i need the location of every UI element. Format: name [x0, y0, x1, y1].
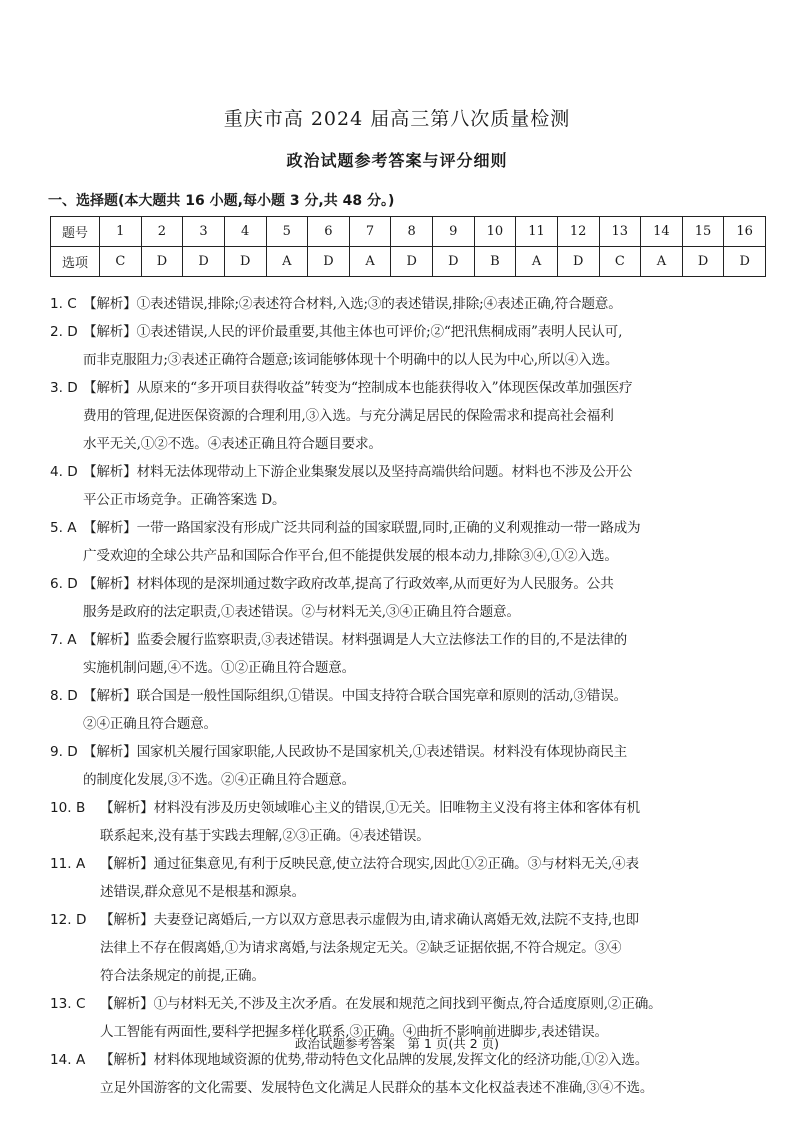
question-number-cell: 10	[474, 217, 516, 247]
explanation-text: 立足外国游客的文化需要、发展特色文化满足人民群众的基本文化权益表述不准确,③④不选。	[100, 1080, 654, 1096]
answer-cell: D	[557, 247, 599, 277]
question-number-cell: 1	[100, 217, 142, 247]
answer-cell: D	[224, 247, 266, 277]
answer-table	[50, 216, 766, 277]
question-explanation	[50, 290, 766, 318]
question-explanation	[50, 514, 766, 570]
question-number-cell: 15	[682, 217, 724, 247]
question-number: 13. C	[50, 996, 86, 1012]
explanation-text: 【解析】材料没有涉及历史领域唯心主义的错误,①无关。旧唯物主义没有将主体和客体有机	[100, 800, 640, 816]
question-number: 14. A	[50, 1052, 86, 1068]
question-explanation	[50, 318, 766, 374]
answer-cell: C	[599, 247, 641, 277]
question-number-cell: 13	[599, 217, 641, 247]
explanation-text: 水平无关,①②不选。④表述正确且符合题目要求。	[83, 436, 382, 452]
explanation-text: 费用的管理,促进医保资源的合理利用,③入选。与充分满足居民的保险需求和提高社会福利	[83, 408, 614, 424]
question-number-cell: 6	[308, 217, 350, 247]
explanation-text: 而非克服阻力;③表述正确符合题意;该词能够体现十个明确中的以人民为中心,所以④入选。	[83, 352, 619, 368]
explanation-text: 符合法条规定的前提,正确。	[100, 968, 265, 984]
explanation-text: 实施机制问题,④不选。①②正确且符合题意。	[83, 660, 355, 676]
answer-cell: B	[474, 247, 516, 277]
row-label-answer: 选项	[51, 247, 100, 277]
question-explanation	[50, 570, 766, 626]
question-explanation	[50, 738, 766, 794]
question-explanation	[50, 682, 766, 738]
answer-cell: D	[682, 247, 724, 277]
question-explanation	[50, 374, 766, 458]
answer-cell: A	[349, 247, 391, 277]
explanation-text: 【解析】材料体现的是深圳通过数字政府改革,提高了行政效率,从而更好为人民服务。公共	[83, 576, 614, 592]
document-subtitle: 政治试题参考答案与评分细则	[286, 151, 508, 170]
document-title: 重庆市高 2024 届高三第八次质量检测	[223, 108, 571, 130]
explanation-text: 联系起来,没有基于实践去理解,②③正确。④表述错误。	[100, 828, 430, 844]
explanation-text: 平公正市场竞争。正确答案选 D。	[83, 492, 286, 508]
explanation-text: 【解析】一带一路国家没有形成广泛共同利益的国家联盟,同时,正确的义利观推动一带一路成为	[83, 520, 641, 536]
explanation-text: 【解析】国家机关履行国家职能,人民政协不是国家机关,①表述错误。材料没有体现协商民主	[83, 744, 627, 760]
question-number-cell: 4	[224, 217, 266, 247]
explanation-text: 【解析】监委会履行监察职责,③表述错误。材料强调是人大立法修法工作的目的,不是法律的	[83, 632, 627, 648]
question-number-row	[51, 217, 766, 247]
question-explanation	[50, 850, 766, 906]
answer-cell: D	[433, 247, 475, 277]
question-number: 3. D	[50, 380, 78, 396]
answer-cell: D	[391, 247, 433, 277]
row-label-number: 题号	[51, 217, 100, 247]
answer-cell: D	[308, 247, 350, 277]
answer-cell: D	[183, 247, 225, 277]
question-number-cell: 12	[557, 217, 599, 247]
explanation-text: 【解析】从原来的“多开项目获得收益”转变为“控制成本也能获得收入”体现医保改革加强医疗	[83, 380, 633, 396]
explanation-text: 【解析】①表述错误,排除;②表述符合材料,入选;③的表述错误,排除;④表述正确,符合题意。	[83, 296, 622, 312]
explanation-text: 【解析】材料体现地域资源的优势,带动特色文化品牌的发展,发挥文化的经济功能,①②入选。	[100, 1052, 649, 1068]
page-footer: 政治试题参考答案 第 1 页(共 2 页)	[294, 1036, 500, 1051]
question-number-cell: 8	[391, 217, 433, 247]
explanation-text: 【解析】①表述错误,人民的评价最重要,其他主体也可评价;②“把汛焦桐成雨”表明人民认可,	[83, 324, 623, 340]
answer-cell: A	[266, 247, 308, 277]
question-explanation	[50, 1046, 766, 1102]
answer-cell: A	[516, 247, 558, 277]
question-number-cell: 7	[349, 217, 391, 247]
explanation-text: 【解析】通过征集意见,有利于反映民意,使立法符合现实,因此①②正确。③与材料无关,④表	[100, 856, 639, 872]
explanation-text: 人工智能有两面性,要科学把握多样化联系,③正确。④曲折不影响前进脚步,表述错误。	[100, 1024, 608, 1040]
explanation-text: 【解析】材料无法体现带动上下游企业集聚发展以及坚持高端供给问题。材料也不涉及公开公	[83, 464, 633, 480]
answer-cell: A	[641, 247, 683, 277]
question-number: 7. A	[50, 632, 77, 648]
question-number: 12. D	[50, 912, 87, 928]
question-number: 9. D	[50, 744, 78, 760]
question-number: 8. D	[50, 688, 78, 704]
question-number-cell: 3	[183, 217, 225, 247]
explanation-text: ②④正确且符合题意。	[83, 716, 217, 732]
question-number: 10. B	[50, 800, 86, 816]
explanation-text: 的制度化发展,③不选。②④正确且符合题意。	[83, 772, 355, 788]
explanation-text: 广受欢迎的全球公共产品和国际合作平台,但不能提供发展的根本动力,排除③④,①②入选。	[83, 548, 618, 564]
question-number: 4. D	[50, 464, 78, 480]
question-number: 6. D	[50, 576, 78, 592]
explanation-text: 【解析】①与材料无关,不涉及主次矛盾。在发展和规范之间找到平衡点,符合适度原则,②正确。	[100, 996, 662, 1012]
question-number-cell: 9	[433, 217, 475, 247]
explanation-text: 【解析】夫妻登记离婚后,一方以双方意思表示虚假为由,请求确认离婚无效,法院不支持,也即	[100, 912, 639, 928]
explanation-text: 服务是政府的法定职责,①表述错误。②与材料无关,③④正确且符合题意。	[83, 604, 520, 620]
explanation-text: 【解析】联合国是一般性国际组织,①错误。中国支持符合联合国宪章和原则的活动,③错误。	[83, 688, 627, 704]
question-number: 2. D	[50, 324, 78, 340]
question-number-cell: 11	[516, 217, 558, 247]
question-number: 5. A	[50, 520, 77, 536]
question-number-cell: 14	[641, 217, 683, 247]
question-number: 1. C	[50, 296, 77, 312]
question-explanation	[50, 906, 766, 990]
explanation-text: 法律上不存在假离婚,①为请求离婚,与法条规定无关。②缺乏证据依据,不符合规定。③④	[100, 940, 622, 956]
answer-row	[51, 247, 766, 277]
question-explanation	[50, 458, 766, 514]
question-number: 11. A	[50, 856, 86, 872]
question-number-cell: 5	[266, 217, 308, 247]
question-explanation	[50, 626, 766, 682]
question-number-cell: 16	[724, 217, 766, 247]
answer-cell: C	[100, 247, 142, 277]
question-number-cell: 2	[141, 217, 183, 247]
answer-cell: D	[141, 247, 183, 277]
answer-cell: D	[724, 247, 766, 277]
question-explanation	[50, 794, 766, 850]
section-heading: 一、选择题(本大题共 16 小题,每小题 3 分,共 48 分。)	[48, 193, 395, 209]
explanation-text: 述错误,群众意见不是根基和源泉。	[100, 884, 306, 900]
